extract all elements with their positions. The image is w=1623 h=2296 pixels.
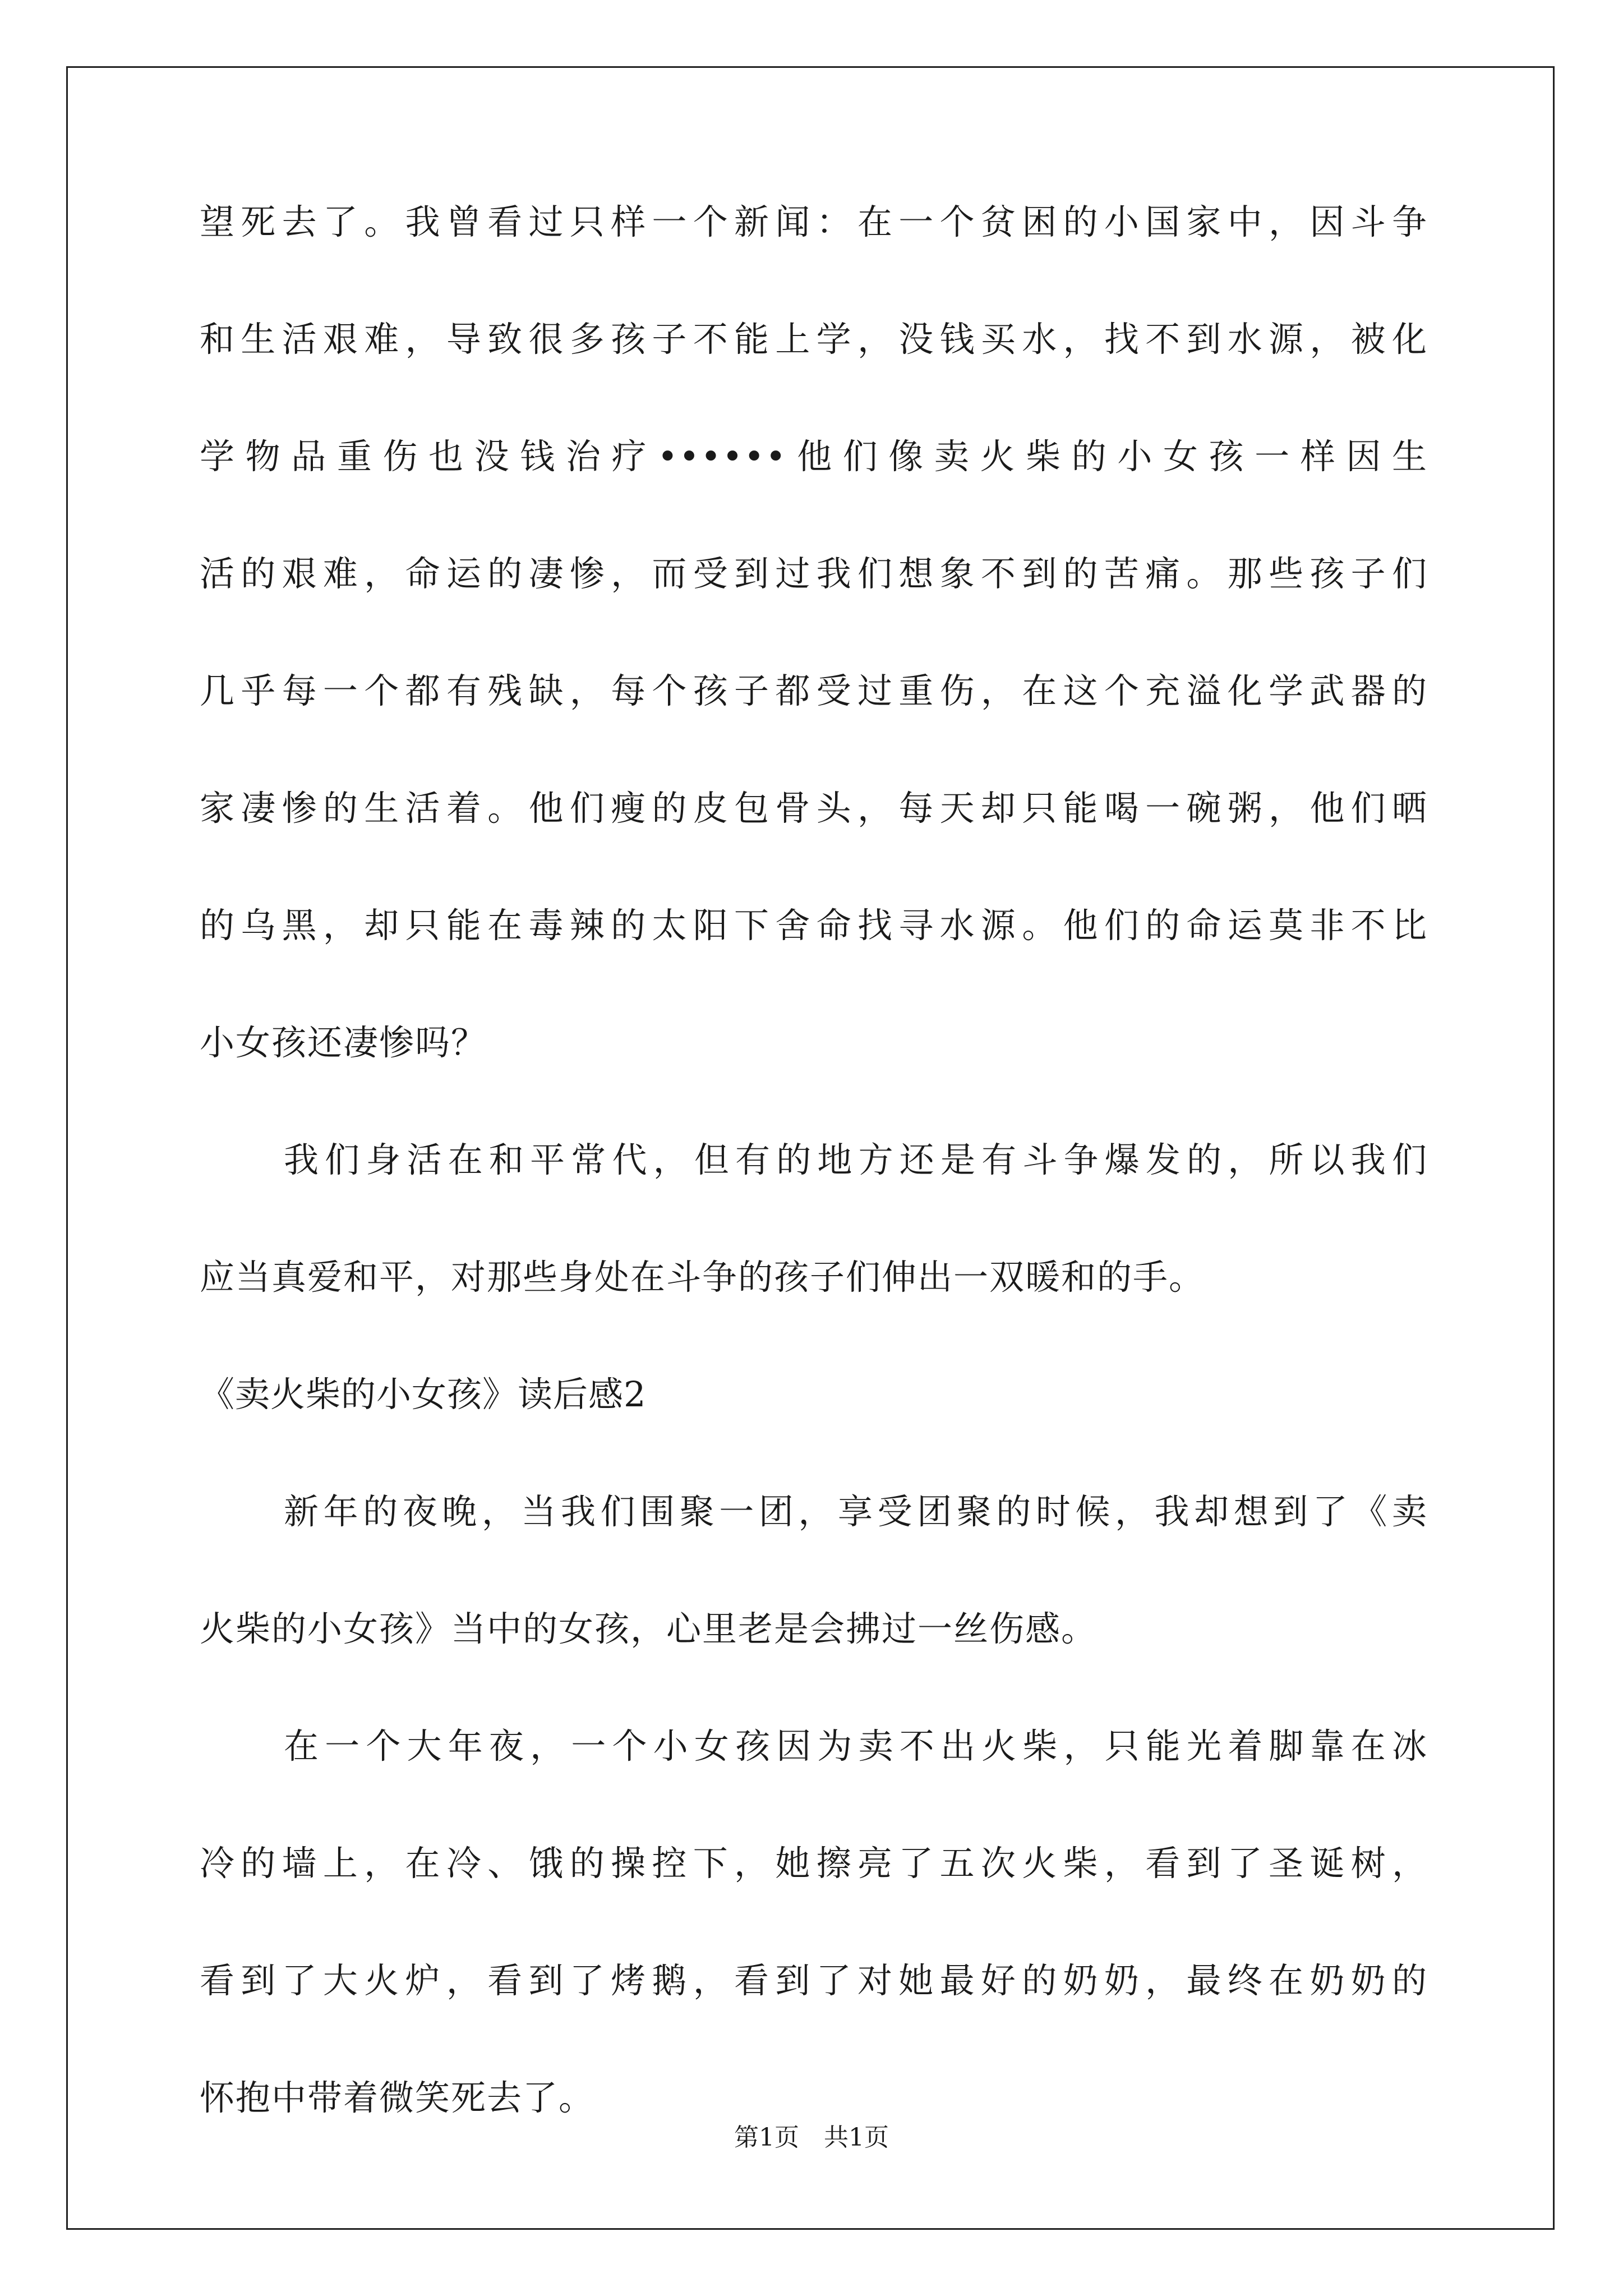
text-line: 火柴的小女孩》当中的女孩，心里老是会拂过一丝伤感。 bbox=[200, 1608, 1098, 1649]
document-body bbox=[200, 203, 1428, 2196]
paragraph-first-line: 在一个大年夜，一个小女孩因为卖不出火柴，只能光着脚靠在冰 bbox=[284, 1726, 1428, 1766]
text-line: 的乌黑，却只能在毒辣的太阳下舍命找寻水源。他们的命运莫非不比 bbox=[200, 905, 1428, 946]
text-line: 应当真爱和平，对那些身处在斗争的孩子们伸出一双暖和的手。 bbox=[200, 1257, 1205, 1297]
text-line: 怀抱中带着微笑死去了。 bbox=[200, 2077, 595, 2118]
text-line: 几乎每一个都有残缺，每个孩子都受过重伤，在这个充溢化学武器的 bbox=[200, 670, 1428, 711]
text-line: 望死去了。我曾看过只样一个新闻：在一个贫困的小国家中，因斗争 bbox=[200, 201, 1428, 242]
page-total: 共1页 bbox=[824, 2123, 889, 2152]
text-line: 学物品重伤也没钱治疗••••••他们像卖火柴的小女孩一样因生 bbox=[200, 436, 1428, 477]
text-line: 家凄惨的生活着。他们瘦的皮包骨头，每天却只能喝一碗粥，他们晒 bbox=[200, 788, 1428, 829]
paragraph-first-line: 我们身活在和平常代，但有的地方还是有斗争爆发的，所以我们 bbox=[284, 1139, 1428, 1180]
page-number: 第1页 bbox=[734, 2123, 799, 2152]
text-line: 和生活艰难，导致很多孩子不能上学，没钱买水，找不到水源，被化 bbox=[200, 319, 1428, 360]
text-line: 冷的墙上，在冷、饿的操控下，她擦亮了五次火柴，看到了圣诞树， bbox=[200, 1843, 1428, 1884]
paragraph-first-line: 新年的夜晚，当我们围聚一团，享受团聚的时候，我却想到了《卖 bbox=[284, 1491, 1428, 1532]
text-line: 活的艰难，命运的凄惨，而受到过我们想象不到的苦痛。那些孩子们 bbox=[200, 553, 1428, 594]
text-line: 小女孩还凄惨吗？ bbox=[200, 1022, 487, 1063]
section-heading: 《卖火柴的小女孩》读后感2 bbox=[200, 1374, 647, 1415]
page-footer bbox=[0, 2124, 1623, 2152]
text-line: 看到了大火炉，看到了烤鹅，看到了对她最好的奶奶，最终在奶奶的 bbox=[200, 1960, 1428, 2001]
